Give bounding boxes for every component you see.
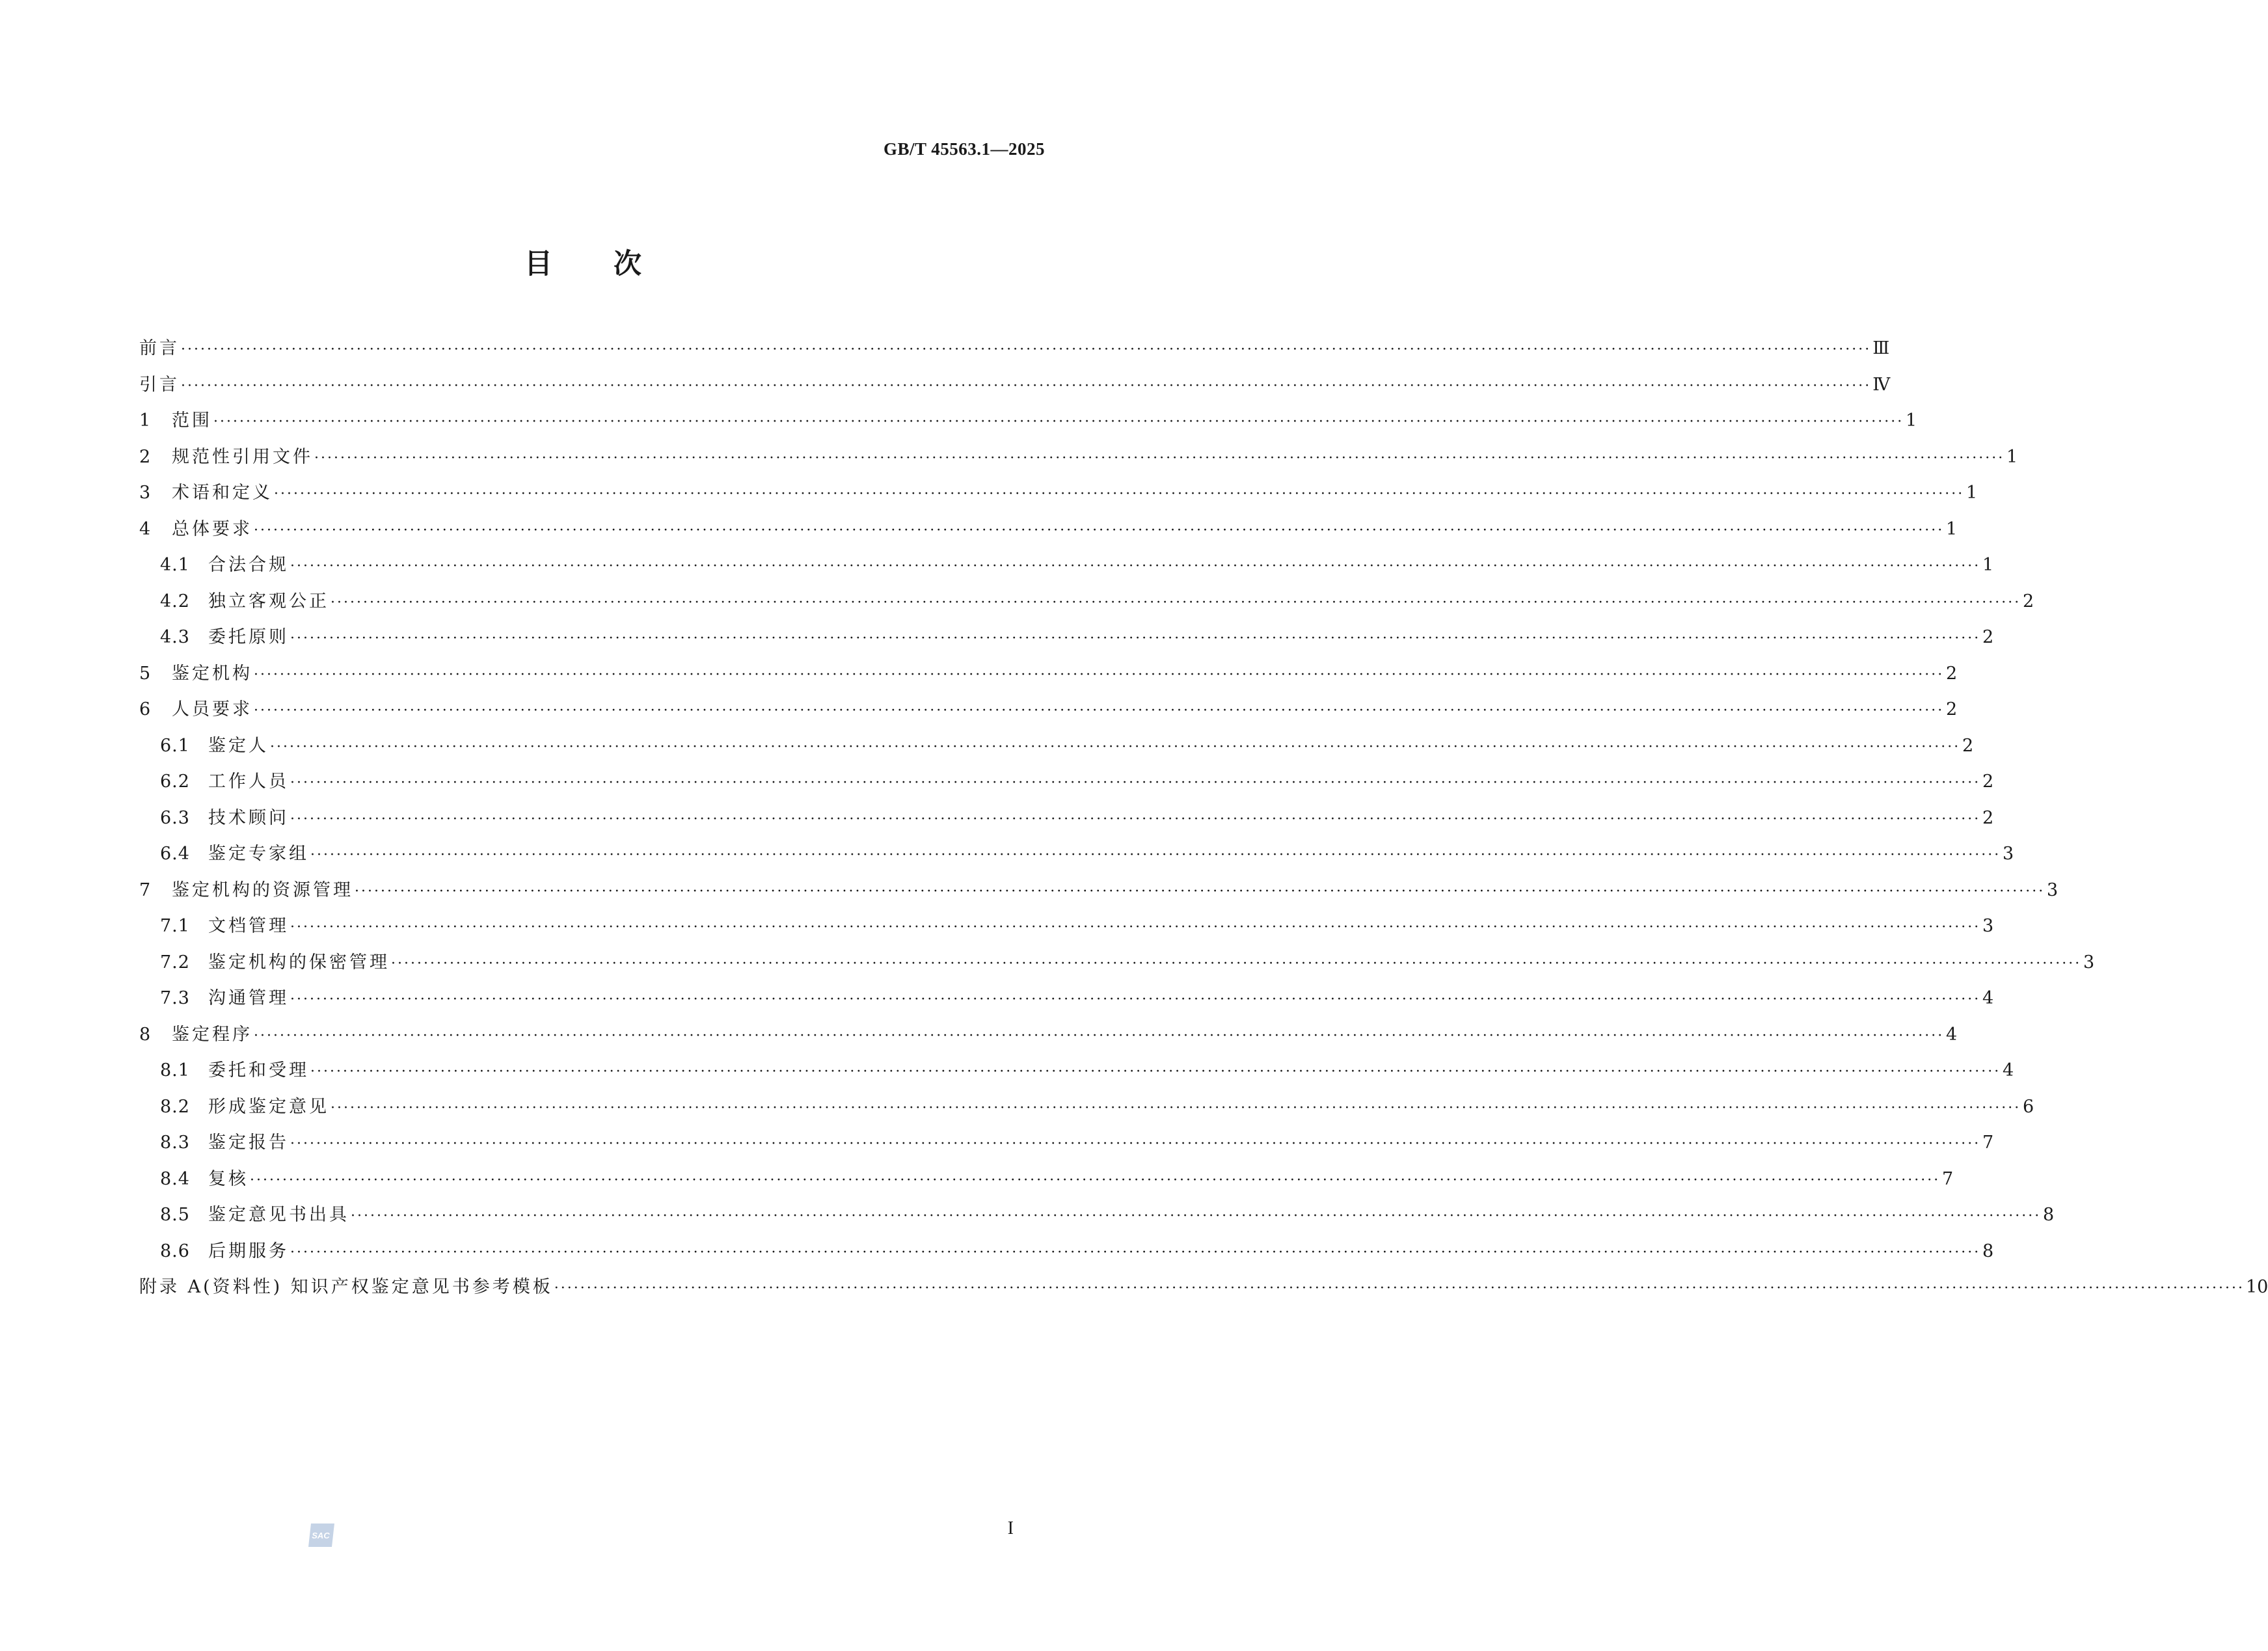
toc-entry[interactable]: [139, 439, 2018, 476]
toc-entry-page: 8: [2043, 1205, 2055, 1225]
toc-entry-page: 3: [2083, 952, 2095, 973]
toc-entry-number: 4: [139, 518, 152, 539]
toc-entry[interactable]: [139, 511, 1958, 548]
toc-entry-title: 后期服务: [208, 1241, 289, 1261]
toc-entry-number: 8.3: [160, 1133, 190, 1153]
toc-dot-leader: ····································································································································································································································································: [554, 1280, 2245, 1296]
toc-entry-page: 2: [1962, 735, 1974, 756]
toc-entry-page: Ⅲ: [1872, 338, 1890, 358]
toc-dot-leader: ····································································································································································································································································: [290, 811, 1981, 827]
toc-dot-leader: ····································································································································································································································································: [391, 955, 2082, 972]
toc-dot-leader: ····································································································································································································································································: [331, 594, 2021, 611]
toc-entry-page: 1: [1966, 483, 1978, 503]
toc-entry-page: 7: [1982, 1133, 1994, 1153]
toc-entry[interactable]: [139, 547, 1994, 584]
toc-dot-leader: ····································································································································································································································································: [310, 1064, 2001, 1080]
toc-entry-number: 4.2: [160, 591, 190, 611]
toc-entry-page: 1: [2006, 446, 2018, 467]
toc-entry[interactable]: [139, 836, 2014, 872]
toc-dot-leader: ····································································································································································································································································: [250, 1172, 1941, 1188]
toc-entry-page: 2: [1982, 807, 1994, 828]
toc-entry[interactable]: [139, 728, 1974, 764]
toc-entry[interactable]: [139, 764, 1994, 800]
toc-entry-title: 鉴定机构: [172, 663, 252, 684]
page-number: I: [1007, 1518, 1014, 1538]
toc-entry-number: 3: [139, 483, 152, 503]
toc-entry-number: 6: [139, 699, 152, 719]
toc-entry-page: 2: [1982, 627, 1994, 647]
toc-entry[interactable]: [139, 908, 1994, 945]
toc-entry[interactable]: [139, 1125, 1994, 1161]
toc-entry-number: 7.3: [160, 988, 190, 1008]
toc-entry-number: 8: [139, 1024, 152, 1045]
toc-entry[interactable]: [139, 1161, 1954, 1198]
toc-entry-title: 委托原则: [208, 627, 289, 647]
toc-entry-title: 引言: [139, 374, 180, 395]
toc-dot-leader: ····································································································································································································································································: [270, 738, 1961, 755]
toc-entry-title: 鉴定专家组: [208, 844, 309, 864]
toc-dot-leader: ····································································································································································································································································: [290, 558, 1981, 574]
toc-entry-page: 4: [2003, 1060, 2014, 1081]
toc-entry[interactable]: [139, 367, 1891, 403]
toc-dot-leader: ····································································································································································································································································: [290, 1244, 1981, 1261]
title-char-2: 次: [614, 248, 643, 280]
toc-dot-leader: ····································································································································································································································································: [274, 486, 1965, 502]
toc-entry-page: 2: [1982, 772, 1994, 792]
toc-entry-title: 沟通管理: [208, 988, 289, 1008]
toc-entry[interactable]: [139, 1233, 1994, 1270]
toc-entry[interactable]: [139, 800, 1994, 837]
toc-dot-leader: ····································································································································································································································································: [181, 342, 1872, 358]
toc-entry[interactable]: [139, 619, 1994, 656]
toc-entry-title: 合法合规: [208, 555, 289, 575]
toc-entry-title: 鉴定意见书出具: [208, 1205, 349, 1225]
toc-entry-number: 6.3: [160, 807, 190, 828]
toc-entry[interactable]: [139, 1017, 1958, 1053]
toc-entry[interactable]: [139, 1197, 2055, 1233]
toc-dot-leader: ····································································································································································································································································: [181, 377, 1872, 394]
toc-dot-leader: ····································································································································································································································································: [254, 666, 1945, 683]
toc-entry-number: 4.3: [160, 627, 190, 647]
toc-entry[interactable]: [139, 475, 1978, 511]
toc-entry-number: 8.5: [160, 1205, 190, 1225]
toc-entry[interactable]: [139, 656, 1958, 692]
toc-entry-title: 鉴定报告: [208, 1133, 289, 1153]
toc-entry-title: 独立客观公正: [208, 591, 329, 611]
toc-entry-title: 范围: [172, 410, 212, 431]
toc-entry[interactable]: [139, 330, 1890, 367]
toc-entry[interactable]: [139, 403, 1917, 439]
toc-entry-page: 2: [1946, 663, 1958, 684]
toc-entry-title: 文档管理: [208, 916, 289, 936]
toc-entry-page: 4: [1946, 1024, 1958, 1045]
sac-logo-icon: [306, 1521, 337, 1550]
toc-entry[interactable]: [139, 1053, 2014, 1089]
toc-entry-page: 3: [2047, 879, 2059, 900]
toc-entry-title: 形成鉴定意见: [208, 1096, 329, 1117]
toc-entry-number: 7: [139, 879, 152, 900]
title-char-1: 目: [524, 248, 554, 280]
toc-dot-leader: ····································································································································································································································································: [351, 1208, 2042, 1224]
toc-dot-leader: ····································································································································································································································································: [355, 883, 2045, 900]
toc-entry-page: 4: [1982, 988, 1994, 1008]
toc-entry-page: 1: [1982, 555, 1994, 575]
toc-entry-number: 7.1: [160, 916, 190, 936]
toc-entry-title: 复核: [208, 1168, 249, 1189]
toc-entry[interactable]: [139, 584, 2034, 620]
toc-entry-title: 工作人员: [208, 772, 289, 792]
toc-entry[interactable]: [139, 980, 1994, 1017]
toc-entry-title: 前言: [139, 338, 180, 358]
toc-dot-leader: ····································································································································································································································································: [290, 630, 1981, 647]
page-title: [0, 242, 1167, 282]
toc-entry-number: 6.2: [160, 772, 190, 792]
toc-entry-number: 4.1: [160, 555, 190, 575]
toc-entry-page: Ⅳ: [1872, 374, 1891, 395]
toc-dot-leader: ····································································································································································································································································: [254, 1027, 1945, 1044]
toc-entry-title: 鉴定机构的资源管理: [172, 879, 353, 900]
toc-entry-number: 8.1: [160, 1060, 190, 1081]
toc-entry[interactable]: [139, 1089, 2034, 1125]
toc-entry-page: 3: [2003, 844, 2014, 864]
toc-entry-title: 总体要求: [172, 518, 252, 539]
toc-entry[interactable]: [139, 945, 2095, 981]
toc-dot-leader: ····································································································································································································································································: [290, 775, 1981, 791]
table-of-contents: [139, 330, 2268, 1306]
toc-entry-page: 1: [1946, 518, 1958, 539]
toc-entry-number: 6.4: [160, 844, 190, 864]
toc-dot-leader: ····································································································································································································································································: [290, 1136, 1981, 1152]
toc-entry-number: 8.6: [160, 1241, 190, 1261]
toc-entry-title: 鉴定机构的保密管理: [208, 952, 390, 973]
toc-dot-leader: ····································································································································································································································································: [331, 1099, 2021, 1116]
toc-entry[interactable]: [139, 1269, 2268, 1306]
toc-dot-leader: ····································································································································································································································································: [290, 991, 1981, 1008]
toc-entry-page: 1: [1906, 410, 1917, 431]
toc-entry-page: 8: [1982, 1241, 1994, 1261]
document-code: GB/T 45563.1—2025: [883, 139, 1045, 159]
toc-entry-number: 6.1: [160, 735, 190, 756]
toc-entry-page: 10: [2245, 1277, 2268, 1297]
toc-entry-page: 7: [1942, 1168, 1954, 1189]
toc-entry-page: 2: [2023, 591, 2034, 611]
toc-entry-title: 人员要求: [172, 699, 252, 719]
toc-entry-number: 5: [139, 663, 152, 684]
toc-dot-leader: ····································································································································································································································································: [310, 847, 2001, 863]
toc-entry-number: 7.2: [160, 952, 190, 973]
toc-entry-number: 2: [139, 446, 152, 467]
toc-entry-title: 委托和受理: [208, 1060, 309, 1081]
toc-entry-title: 规范性引用文件: [172, 446, 313, 467]
toc-dot-leader: ····································································································································································································································································: [213, 414, 1904, 430]
toc-dot-leader: ····································································································································································································································································: [290, 919, 1981, 935]
toc-entry-title: 鉴定程序: [172, 1024, 252, 1045]
toc-entry-title: 鉴定人: [208, 735, 269, 756]
toc-entry-number: 8.2: [160, 1096, 190, 1117]
toc-dot-leader: ····································································································································································································································································: [254, 522, 1945, 539]
toc-entry-title: 附录 A(资料性) 知识产权鉴定意见书参考模板: [139, 1277, 553, 1297]
toc-entry-page: 2: [1946, 699, 1958, 719]
toc-entry[interactable]: [139, 691, 1958, 728]
toc-entry-page: 3: [1982, 916, 1994, 936]
svg-text:SAC: SAC: [312, 1531, 330, 1540]
toc-dot-leader: ····································································································································································································································································: [254, 703, 1945, 719]
toc-dot-leader: ····································································································································································································································································: [314, 450, 2005, 466]
toc-entry-title: 技术顾问: [208, 807, 289, 828]
toc-entry[interactable]: [139, 872, 2059, 909]
toc-entry-number: 1: [139, 410, 152, 431]
toc-entry-number: 8.4: [160, 1168, 190, 1189]
toc-entry-page: 6: [2023, 1096, 2034, 1117]
toc-entry-title: 术语和定义: [172, 483, 273, 503]
